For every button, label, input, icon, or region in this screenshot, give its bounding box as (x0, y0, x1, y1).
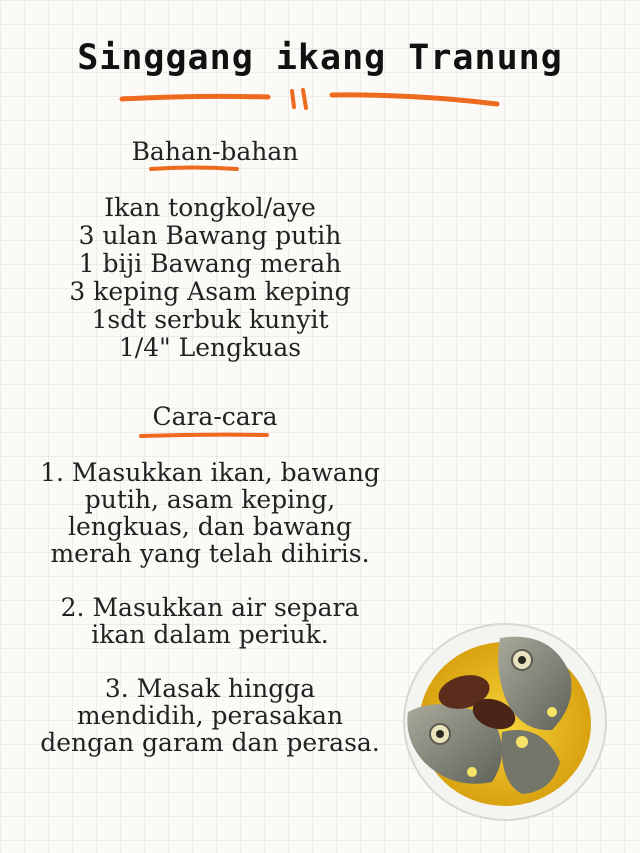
ingredients-heading-underline (148, 163, 240, 175)
ingredient-item: 1 biji Bawang merah (78, 249, 342, 278)
method-heading: Cara-cara (152, 402, 278, 431)
ingredients-list (0, 194, 420, 362)
ingredient-item: 1/4" Lengkuas (118, 333, 302, 362)
method-step: 3. Masak hingga mendidih, perasakan dengan garam dan perasa. (40, 674, 380, 757)
ingredient-item: 3 keping Asam keping (69, 277, 351, 306)
method-steps (0, 459, 420, 783)
fish-soup-bowl-image (402, 622, 608, 822)
ingredients-heading: Bahan-bahan (131, 137, 299, 166)
page-title: Singgang ikang Tranung (77, 38, 563, 78)
ingredient-item: Ikan tongkol/aye (104, 193, 316, 222)
title-underline (0, 80, 640, 120)
method-heading-underline (138, 430, 270, 442)
method-step: 1. Masukkan ikan, bawang putih, asam keping, lengkuas, dan bawang merah yang telah dihiris. (40, 458, 380, 568)
ingredient-item: 1sdt serbuk kunyit (91, 305, 329, 334)
ingredient-item: 3 ulan Bawang putih (78, 221, 342, 250)
method-step: 2. Masukkan air separa ikan dalam periuk. (60, 593, 360, 649)
